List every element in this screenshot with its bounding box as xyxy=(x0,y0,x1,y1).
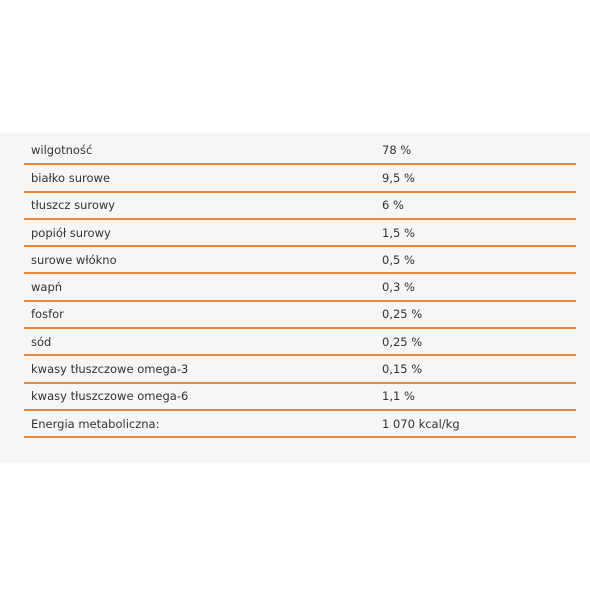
energy-label: Energia metaboliczna: xyxy=(24,410,382,437)
nutrient-name: sód xyxy=(24,328,382,355)
table-row xyxy=(24,273,576,300)
nutrient-name: tłuszcz surowy xyxy=(24,192,382,219)
nutrient-name: wapń xyxy=(24,273,382,300)
nutrient-name: surowe włókno xyxy=(24,246,382,273)
nutrient-name: wilgotność xyxy=(24,137,382,164)
nutrient-value: 0,25 % xyxy=(382,328,576,355)
nutrient-value: 1,5 % xyxy=(382,219,576,246)
table-row xyxy=(24,328,576,355)
table-row xyxy=(24,355,576,382)
table-row xyxy=(24,410,576,437)
table-row xyxy=(24,301,576,328)
nutrient-name: kwasy tłuszczowe omega-6 xyxy=(24,383,382,410)
table-row xyxy=(24,219,576,246)
table-row xyxy=(24,246,576,273)
nutrient-name: fosfor xyxy=(24,301,382,328)
nutrient-value: 9,5 % xyxy=(382,164,576,191)
nutrient-value: 78 % xyxy=(382,137,576,164)
nutrient-value: 0,25 % xyxy=(382,301,576,328)
table-row xyxy=(24,383,576,410)
nutrient-name: kwasy tłuszczowe omega-3 xyxy=(24,355,382,382)
nutrient-name: białko surowe xyxy=(24,164,382,191)
nutrient-name: popiół surowy xyxy=(24,219,382,246)
energy-value: 1 070 kcal/kg xyxy=(382,410,576,437)
table-row xyxy=(24,164,576,191)
nutrition-table xyxy=(24,137,576,438)
table-row xyxy=(24,192,576,219)
table-row xyxy=(24,137,576,164)
nutrient-value: 0,5 % xyxy=(382,246,576,273)
nutrient-value: 1,1 % xyxy=(382,383,576,410)
nutrient-value: 6 % xyxy=(382,192,576,219)
nutrient-value: 0,3 % xyxy=(382,273,576,300)
nutrient-value: 0,15 % xyxy=(382,355,576,382)
